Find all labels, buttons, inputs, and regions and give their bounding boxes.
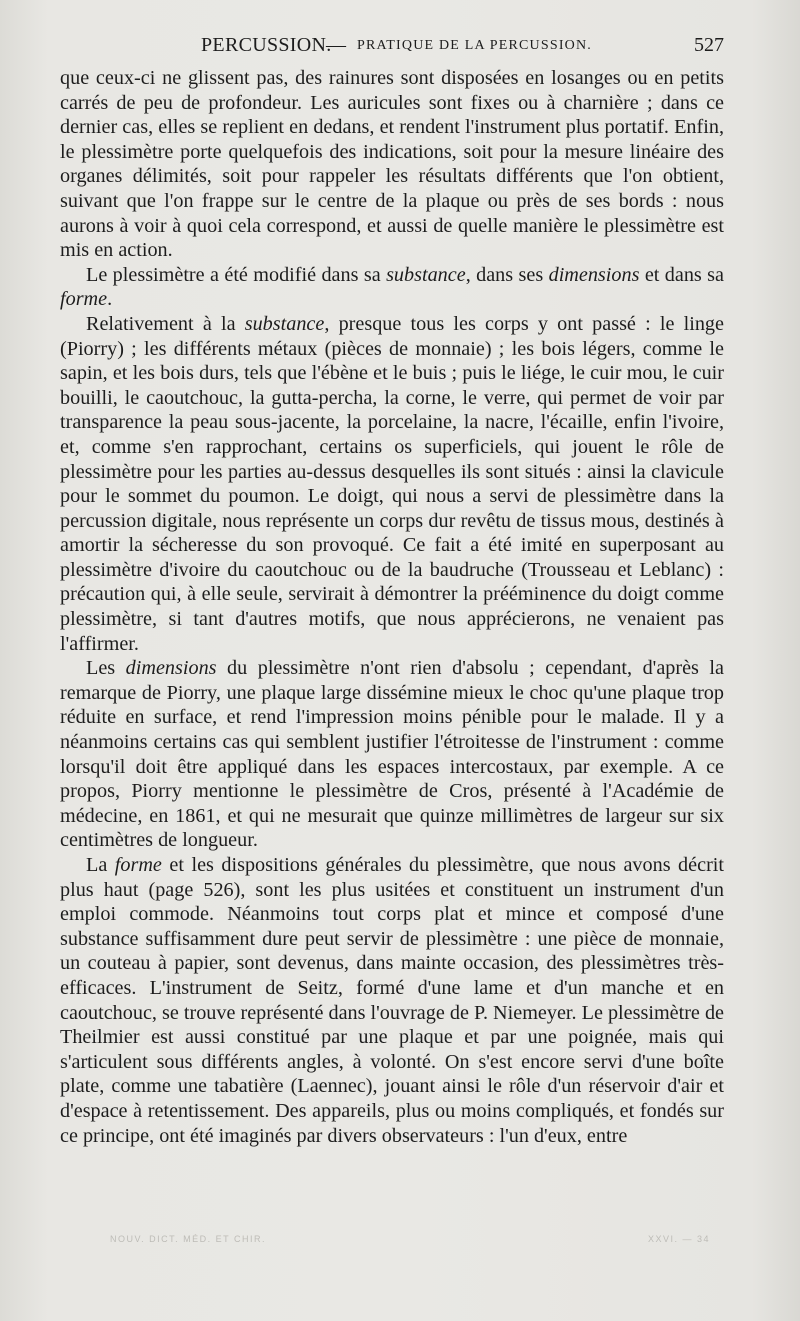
footer-signature: NOUV. DICT. MÉD. ET CHIR. — [110, 1234, 267, 1244]
paragraph-1: que ceux-ci ne glissent pas, des rainures sont disposées en losanges ou en petits carrés de peu de profondeur. Les auricules sont fixes ou à charnière ; dans ce dernier cas, elles se replient en dedans, et rendent l'instrument plus portatif. Enfin, le plessimètre porte quelquefois des indications, soit pour la mesure linéaire des organes délimités, soit pour rappeler les résultats différents que l'on obtient, suivant que l'on frappe sur le centre de la plaque ou près de ses bords : nous aurons à voir à quoi cela correspond, et aussi de quelle manière le plessimètre est mis en action. — [60, 67, 724, 262]
body-text — [60, 66, 724, 1148]
page-number: 527 — [694, 34, 724, 56]
emphasis-substance: substance — [244, 312, 325, 335]
paragraph-3: Relativement à la substance, presque tous les corps y ont passé : le linge (Piorry) ; les différents métaux (pièces de monnaie) ; les bois légers, comme le sapin, et les bois durs, tels que l'ébène et le buis ; puis le liége, le cuir mou, le cuir bouilli, le caoutchouc, la gutta-percha, la corne, le verre, qui permet de voir par transparence la peau sous-jacente, la porcelaine, la nacre, l'écaille, enfin l'ivoire, et, comme s'en rapprochant, certains os superficiels, qui jouent le rôle de plessimètre pour les parties au-dessus desquelles ils sont situés : ainsi la clavicule pour le sommet du poumon. Le doigt, qui nous a servi de plessimètre dans la percussion digitale, nous représente un corps dur revêtu de tissus mous, destinés à amortir la sécheresse du son provoqué. Ce fait a été imité en superposant au plessimètre d'ivoire du caoutchouc ou de la baudruche (Trousseau et Leblanc) : précaution qui, à elle seule, servirait à démontrer la prééminence du doigt comme plessimètre, si tant d'autres motifs, que nous apprécierons, ne venaient pas l'affirmer. — [60, 312, 724, 655]
emphasis-forme: forme — [60, 288, 108, 311]
paragraph-2: Le plessimètre a été modifié dans sa substance, dans ses dimensions et dans sa forme. — [60, 263, 724, 311]
running-title: PERCUSSION. — [201, 34, 332, 56]
emphasis-forme: forme — [114, 854, 162, 876]
emphasis-dimensions: dimensions — [548, 263, 640, 286]
running-header — [60, 34, 724, 62]
emphasis-dimensions: dimensions — [125, 657, 217, 680]
footer-volume: XXVI. — 34 — [647, 1234, 710, 1244]
header-dash: — — [326, 34, 346, 56]
paragraph-4: Les dimensions du plessimètre n'ont rien d'absolu ; cependant, d'après la remarque de Piorry, une plaque large dissémine mieux le choc qu'une plaque trop réduite en surface, et rend l'impression moins pénible pour le malade. Il y a néanmoins certains cas qui semblent justifier l'étroitesse de l'instrument : comme lorsqu'il doit être appliqué dans les espaces intercostaux, par exemple. A ce propos, Piorry mentionne le plessimètre de Cros, présenté à l'Académie de médecine, en 1861, et qui ne mesurait que quinze millimètres de largeur sur six centimètres de longueur. — [60, 657, 724, 852]
running-subtitle: PRATIQUE DE LA PERCUSSION. — [357, 38, 592, 53]
emphasis-substance: substance — [386, 263, 466, 286]
paragraph-5: La forme et les dispositions générales du plessimètre, que nous avons décrit plus haut (page 526), sont les plus usitées et constituent un instrument d'un emploi commode. Néanmoins tout corps plat et mince et composé d'une substance suffisamment dure peut servir de plessimètre : une pièce de monnaie, un couteau à papier, sont devenus, dans mainte occasion, des plessimètres très-efficaces. L'instrument de Seitz, formé d'une lame et d'un manche et en caoutchouc, se trouve représenté dans l'ouvrage de P. Niemeyer. Le plessimètre de Theilmier est aussi constitué par une plaque et par une poignée, mais qui s'articulent sous différents angles, à volonté. On s'est encore servi d'une boîte plate, comme une tabatière (Laennec), jouant ainsi le rôle d'un réservoir d'air et d'espace à retentissement. Des appareils, plus ou moins compliqués, et fondés sur ce principe, ont été imaginés par divers observateurs : l'un d'eux, entre — [60, 854, 725, 1147]
